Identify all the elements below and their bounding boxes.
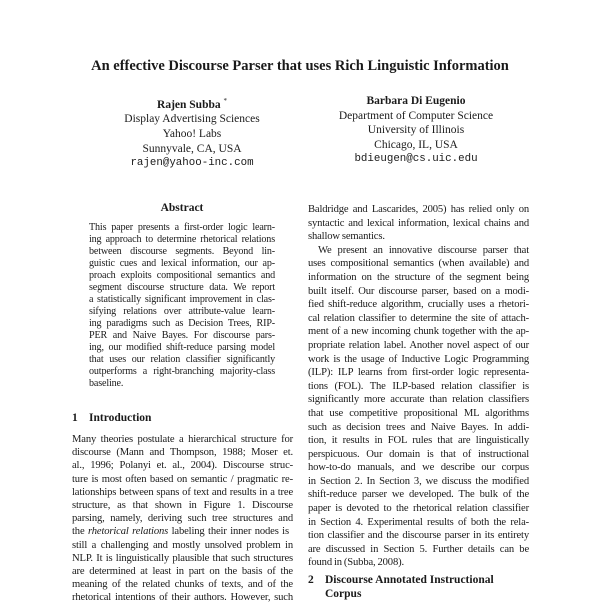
section-title-cont: Corpus <box>325 588 362 600</box>
author-affiliation: Yahoo! Labs <box>162 128 222 141</box>
text-line: rhetorical intentions of their authors. However, such <box>72 592 293 604</box>
section-heading-introduction <box>72 411 151 425</box>
paper-title: An effective Discourse Parser that uses Rich Linguistic Information <box>91 58 509 74</box>
text-line: al., 1996; Polanyi et. al., 2004). Discourse struc- <box>72 460 293 472</box>
text-fragment: labeling their inner nodes is <box>171 526 289 538</box>
text-line: that uses our relation classifier significantly <box>89 354 275 365</box>
author-block-1 <box>92 94 292 171</box>
text-line: shallow semantics. <box>308 231 385 243</box>
author-name: Barbara Di Eugenio <box>366 95 466 107</box>
text-line: parsing, namely, deriving such tree structures and <box>72 513 293 525</box>
text-line: We present an innovative discourse parser that <box>318 244 529 256</box>
text-line: built itself. Our discourse parser, based on a modi- <box>308 285 529 297</box>
text-line: This paper presents a first-order logic learn- <box>89 222 275 233</box>
section-heading-corpus <box>308 573 494 601</box>
author-email: rajen@yahoo-inc.com <box>130 157 254 170</box>
footnote-mark: * <box>223 97 227 105</box>
text-line: outperforms a right-branching majority-class <box>89 366 275 377</box>
text-line: ing paradigms such as Decision Trees, RIP- <box>89 318 275 329</box>
text-line: Many theories postulate a hierarchical structure for <box>72 434 293 445</box>
text-line: structure, as that shown in Figure 1. Discourse <box>72 500 293 512</box>
text-line: significantly more accurate than relation classifiers <box>308 394 529 406</box>
text-line: found in (Subba, 2008). <box>308 557 404 569</box>
text-line: discourse (Mann and Thompson, 1988; Moser et. <box>72 447 293 459</box>
author-affiliation: Display Advertising Sciences <box>124 113 260 126</box>
text-line: perspicuous. Our domain is that of instructional <box>308 448 529 460</box>
text-fragment: the <box>72 526 85 538</box>
text-line: proach exploits compositional semantics and <box>89 270 275 281</box>
abstract-heading: Abstract <box>160 202 204 214</box>
text-line: a statistically significant improvement in clas- <box>89 294 275 305</box>
text-line: Baldridge and Lascarides, 2005) has relied only on <box>308 204 529 215</box>
text-line: syntactic and lexical information, lexical chains and <box>308 217 529 229</box>
text-line: shift-reduce parser we developed. The bulk of the <box>308 489 529 501</box>
text-line: such as decision trees and Naive Bayes. In addi- <box>308 421 529 433</box>
introduction-body <box>72 433 293 605</box>
text-line: fied shift-reduce algorithm, crucially uses a rhetori- <box>308 299 529 311</box>
italic-term: rhetorical relations <box>88 526 169 538</box>
text-line: paper is devoted to the rhetorical relation classifier <box>308 503 529 515</box>
text-line: in Section 2. In Section 3, we discuss the modified <box>308 475 529 487</box>
text-line: how-to-do manuals, and we describe our corpus <box>308 462 529 474</box>
text-line: guistic cues and lexical information, our ap- <box>89 258 275 269</box>
text-line: ing, our modified shift-reduce parsing model <box>89 342 275 353</box>
author-affiliation: University of Illinois <box>367 124 465 137</box>
text-line: that use competitive propositional ML algorithms <box>308 407 529 419</box>
text-line: cal relation classifier to determine the site of attach- <box>308 312 529 324</box>
text-line: ing approach to determine rhetorical relations <box>89 234 275 245</box>
text-line: uses compositional semantics (when available) and <box>308 258 529 270</box>
section-number: 1 <box>72 412 78 424</box>
text-line: tions (FOL). The ILP-based relation classifier is <box>308 380 529 392</box>
text-line: ture is most often based on semantic / pragmatic re- <box>72 473 293 485</box>
text-line: information on the structure of the segment being <box>308 271 529 283</box>
text-line: tion classifier and the discourse parser in its entirety <box>308 530 529 542</box>
text-line: propriate relation label. Another novel aspect of our <box>308 339 529 351</box>
text-line: are discussed in Section 5. Further details can be <box>308 543 529 555</box>
abstract-body <box>89 222 275 390</box>
text-line: between discourse segments. Beyond lin- <box>89 246 275 257</box>
author-affiliation: Department of Computer Science <box>338 109 494 122</box>
text-line: ment of a new incoming chunk together with the ap- <box>308 326 529 338</box>
section-title: Introduction <box>89 412 152 424</box>
text-line: are determined at least in part on the basis of the <box>72 566 293 578</box>
author-block-2 <box>316 94 516 167</box>
text-line: baseline. <box>89 378 124 389</box>
text-line: work is the usage of Inductive Logic Programming <box>308 353 529 365</box>
text-line: sifying relations over attribute-value learn- <box>89 306 275 317</box>
right-column-body <box>308 203 529 570</box>
text-line: still a challenging and mostly unsolved problem in <box>72 539 293 551</box>
text-line: meaning of the related chunks of texts, and of the <box>72 579 293 591</box>
author-name: Rajen Subba <box>157 98 221 111</box>
text-line: in Section 4. Experimental results of both the rela- <box>308 516 529 528</box>
text-line: tion, it results in FOL rules that are linguistically <box>308 435 529 447</box>
text-line: PER and Naive Bayes. For discourse pars- <box>89 330 275 341</box>
section-title: Discourse Annotated Instructional <box>325 574 494 586</box>
text-line: lationships between spans of text and results in a tree <box>72 486 293 498</box>
text-line: (ILP): ILP learns from first-order logic representa- <box>308 367 529 379</box>
text-line <box>72 525 293 538</box>
author-email: bdieugen@cs.uic.edu <box>354 153 478 166</box>
author-affiliation: Chicago, IL, USA <box>374 138 458 151</box>
section-number: 2 <box>308 574 314 586</box>
text-line: NLP. It is linguistically plausible that such structures <box>72 552 293 564</box>
text-line: segment discourse structure data. We report <box>89 282 275 293</box>
author-affiliation: Sunnyvale, CA, USA <box>142 142 242 155</box>
